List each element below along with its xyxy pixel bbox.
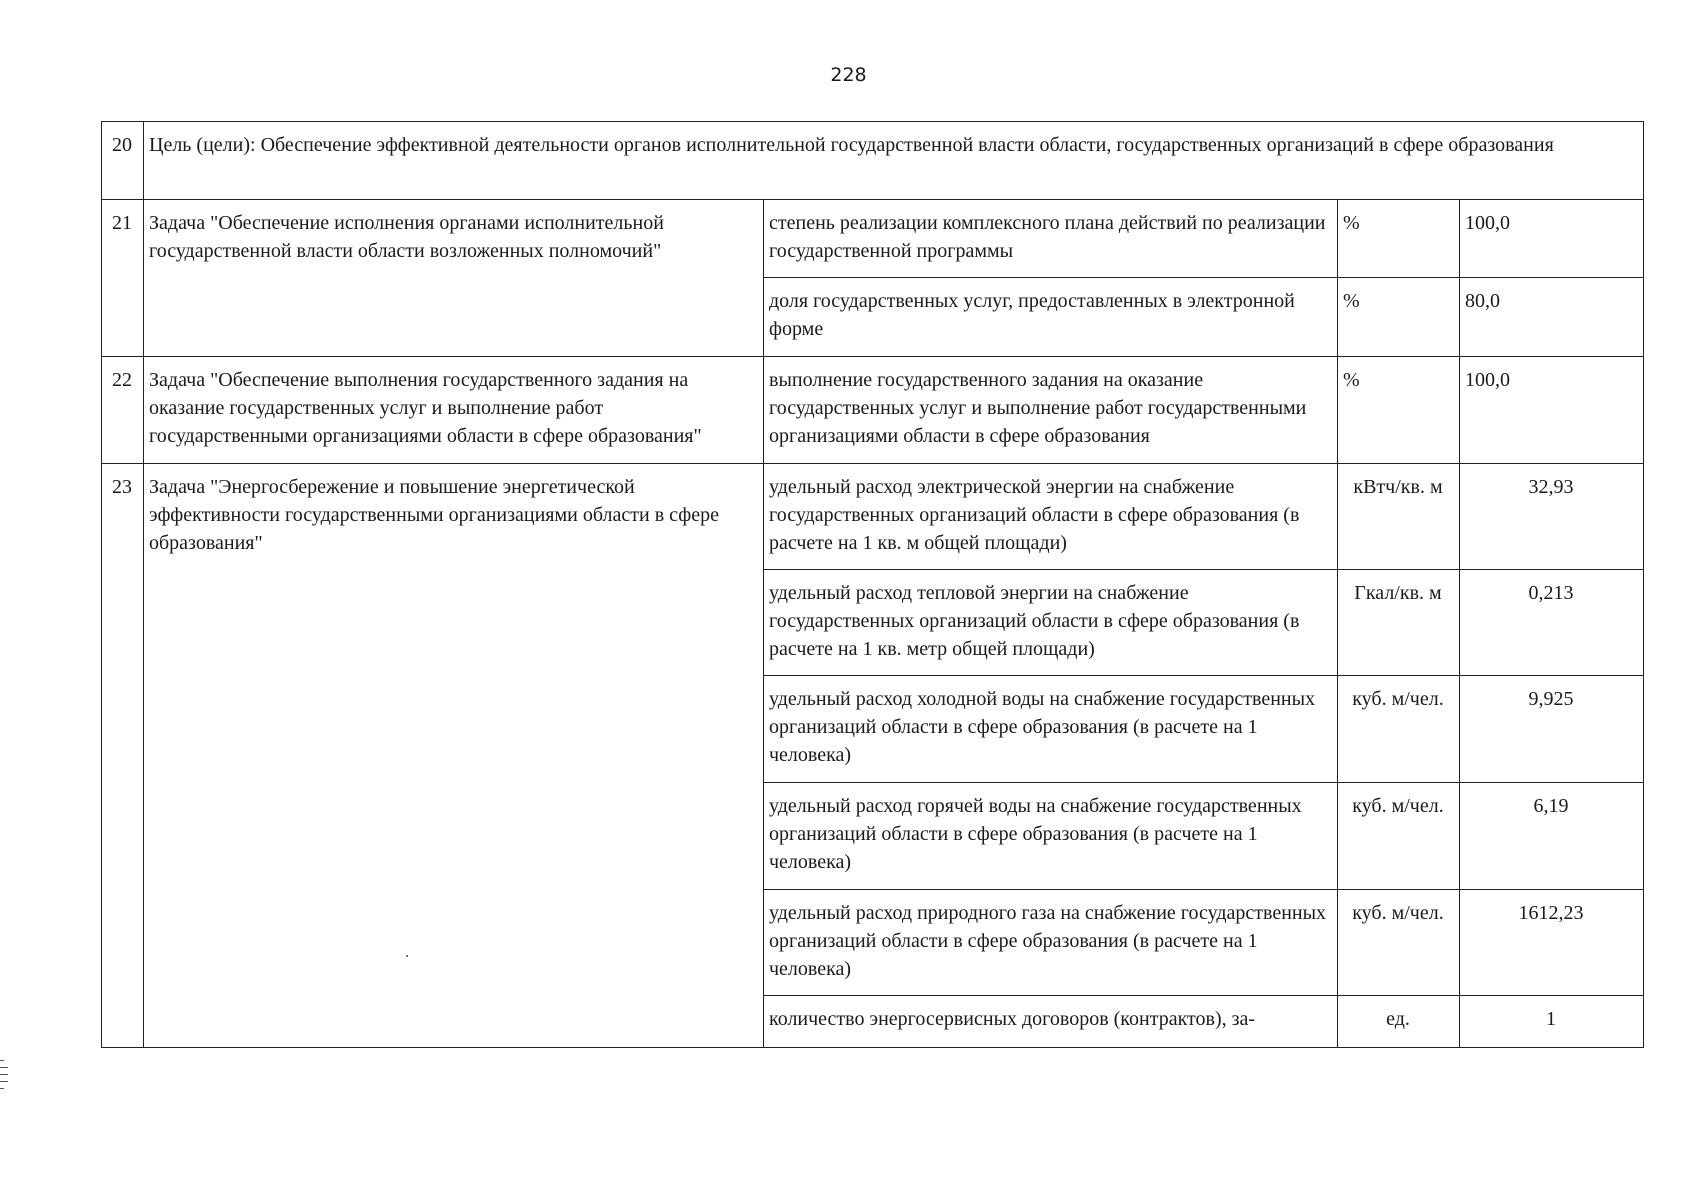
table-row [102,122,1644,200]
indicator-value: 1612,23 [1460,890,1644,996]
table-row [102,357,1644,464]
row-number: 22 [102,357,144,464]
row-number: 23 [102,464,144,1048]
indicator-name: доля государственных услуг, предоставленных в электронной форме [764,278,1338,357]
indicator-unit: куб. м/чел. [1338,890,1460,996]
scan-margin-marks [0,1060,8,1110]
indicator-name: степень реализации комплексного плана действий по реализации государственной программы [764,200,1338,278]
indicator-value: 100,0 [1460,200,1644,278]
table-row [102,464,1644,570]
indicator-value: 0,213 [1460,570,1644,676]
indicator-name: количество энергосервисных договоров (контрактов), за- [764,996,1338,1048]
indicator-name: удельный расход тепловой энергии на снабжение государственных организаций области в сфере образования (в расчете на 1 кв. метр общей площади) [764,570,1338,676]
indicator-value: 1 [1460,996,1644,1048]
indicator-unit: куб. м/чел. [1338,676,1460,783]
indicator-value: 9,925 [1460,676,1644,783]
goal-text: Цель (цели): Обеспечение эффективной деятельности органов исполнительной государственной власти области, государственных организаций в сфере образования [144,122,1644,200]
indicator-name: удельный расход холодной воды на снабжение государственных организаций области в сфере образования (в расчете на 1 человека) [764,676,1338,783]
indicator-value: 6,19 [1460,783,1644,890]
indicator-name: удельный расход природного газа на снабжение государственных организаций области в сфере образования (в расчете на 1 человека) [764,890,1338,996]
indicator-unit: ед. [1338,996,1460,1048]
row-number: 20 [102,122,144,200]
task-text: Задача "Обеспечение исполнения органами исполнительной государственной власти области возложенных полномочий" [144,200,764,357]
indicator-name: удельный расход горячей воды на снабжение государственных организаций области в сфере образования (в расчете на 1 человека) [764,783,1338,890]
indicator-unit: Гкал/кв. м [1338,570,1460,676]
indicator-unit: % [1338,357,1460,464]
row-number: 21 [102,200,144,357]
task-text: Задача "Энергосбережение и повышение энергетической эффективности государственными организациями области в сфере образования" [144,464,764,1048]
page-number: 228 [830,64,867,86]
indicator-unit: кВтч/кв. м [1338,464,1460,570]
indicator-unit: % [1338,278,1460,357]
indicator-name: удельный расход электрической энергии на снабжение государственных организаций области в сфере образования (в расчете на 1 кв. м общей площади) [764,464,1338,570]
table-row [102,200,1644,278]
scan-speck [406,955,408,957]
task-text: Задача "Обеспечение выполнения государственного задания на оказание государственных услуг и выполнение работ государственными организациями области в сфере образования" [144,357,764,464]
indicator-value: 32,93 [1460,464,1644,570]
indicator-name: выполнение государственного задания на оказание государственных услуг и выполнение работ государственными организациями области в сфере образования [764,357,1338,464]
indicator-unit: % [1338,200,1460,278]
indicator-value: 100,0 [1460,357,1644,464]
indicators-table [101,121,1644,1048]
indicator-value: 80,0 [1460,278,1644,357]
indicator-unit: куб. м/чел. [1338,783,1460,890]
